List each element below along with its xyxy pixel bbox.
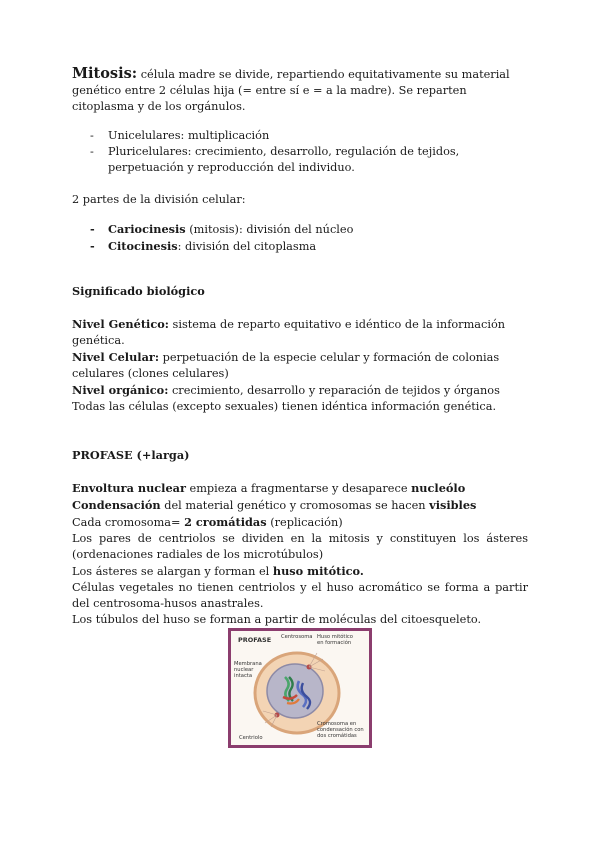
list-item: - Unicelulares: multiplicación (90, 129, 270, 142)
profase-diagram (228, 628, 372, 748)
profase-line: Los ásteres se alargan y forman el huso mitótico. (72, 564, 364, 578)
profase-line: Células vegetales no tienen centriolos y el huso acromático se forma a partir del centrosoma-husos anastrales. (72, 581, 528, 610)
figure-title: PROFASE (238, 636, 272, 644)
document-body (72, 66, 528, 628)
label-membrana: Membrana nuclear intacta (234, 661, 262, 679)
profase-line: Los túbulos del huso se forman a partir de moléculas del citoesqueleto. (72, 613, 482, 626)
section-heading-profase: PROFASE (+larga) (72, 448, 190, 462)
list-item: - Cariocinesis (mitosis): división del núcleo (90, 222, 354, 236)
phases-list (72, 221, 528, 255)
organism-list (72, 128, 528, 176)
nivel-celular: Nivel Celular: perpetuación de la especie celular y formación de colonias celulares (clones celulares) (72, 350, 500, 380)
list-item: - Citocinesis: división del citoplasma (90, 239, 317, 253)
mitosis-definition (72, 66, 528, 115)
mitosis-text: célula madre se divide, repartiendo equitativamente su material genético entre 2 células hija (= entre sí e = a la madre). Se reparten citoplasma y de los orgánulos. (72, 68, 510, 113)
phases-intro: 2 partes de la división celular: (72, 193, 246, 206)
profase-line: Envoltura nuclear empieza a fragmentarse y desaparece nucleólo (72, 481, 466, 495)
list-item: - Pluricelulares: crecimiento, desarrollo, regulación de tejidos, perpetuación y reproducción del individuo. (90, 145, 460, 174)
profase-line: Condensación del material genético y cromosomas se hacen visibles (72, 498, 477, 512)
label-huso: Huso mitótico en formación (317, 634, 353, 646)
label-cromosoma: Cromosoma en condensación con dos cromátidas (317, 721, 364, 739)
mitosis-term: Mitosis: (72, 65, 138, 82)
todas-las-celulas: Todas las células (excepto sexuales) tienen idéntica información genética. (72, 400, 497, 413)
nivel-genetico: Nivel Genético: sistema de reparto equitativo e idéntico de la información genética. (72, 317, 506, 347)
label-centriolo: Centriolo (239, 735, 263, 741)
nivel-organico: Nivel orgánico: crecimiento, desarrollo y reparación de tejidos y órganos (72, 383, 500, 397)
section-heading-significado: Significado biológico (72, 284, 205, 298)
label-centrosoma: Centrosoma (281, 634, 313, 640)
profase-line: Los pares de centriolos se dividen en la mitosis y constituyen los ásteres (ordenaciones radiales de los microtúbulos) (72, 532, 528, 561)
profase-line: Cada cromosoma= 2 cromátidas (replicación) (72, 515, 343, 529)
